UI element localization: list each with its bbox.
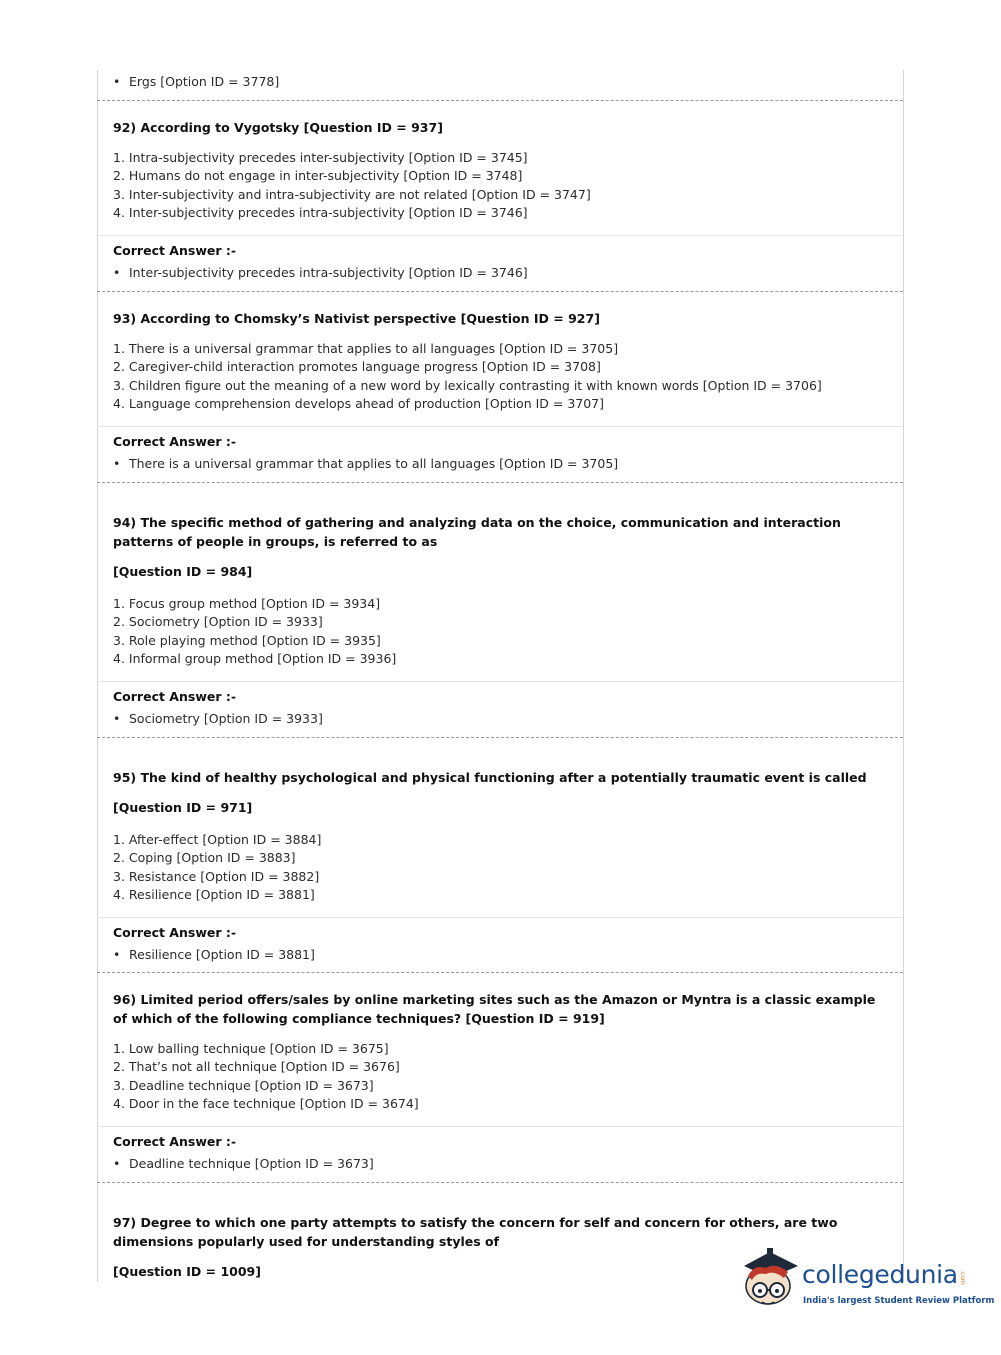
question-93-title: 93) According to Chomsky’s Nativist perspective [Question ID = 927]: [113, 311, 600, 326]
question-95-option-1: 1. After-effect [Option ID = 3884]: [113, 832, 322, 847]
question-96-answer: • Deadline technique [Option ID = 3673]: [113, 1156, 374, 1171]
question-93-answer: • There is a universal grammar that applies to all languages [Option ID = 3705]: [113, 456, 619, 471]
question-96-option-2: 2. That’s not all technique [Option ID = 3676]: [113, 1059, 400, 1074]
question-93-option-3: 3. Children figure out the meaning of a new word by lexically contrasting it with known words [Option ID = 3706]: [113, 378, 822, 393]
collegedunia-logo: [740, 1246, 995, 1316]
question-97-title: 97) Degree to which one party attempts to satisfy the concern for self and concern for others, are two dimensions popularly used for understanding styles of: [113, 1215, 838, 1249]
question-95-option-2: 2. Coping [Option ID = 3883]: [113, 850, 296, 865]
correct-answer-label: Correct Answer :-: [113, 925, 237, 940]
question-94-id: [Question ID = 984]: [113, 564, 253, 579]
previous-correct-answer: • Ergs [Option ID = 3778]: [113, 74, 280, 89]
question-94-option-2: 2. Sociometry [Option ID = 3933]: [113, 614, 323, 629]
answer-divider: [97, 1126, 903, 1127]
question-95-answer: • Resilience [Option ID = 3881]: [113, 947, 315, 962]
question-94-option-3: 3. Role playing method [Option ID = 3935]: [113, 633, 381, 648]
question-92-option-3: 3. Inter-subjectivity and intra-subjectivity are not related [Option ID = 3747]: [113, 187, 591, 202]
question-divider: [97, 972, 903, 973]
question-93-option-1: 1. There is a universal grammar that applies to all languages [Option ID = 3705]: [113, 341, 619, 356]
question-94-title: 94) The specific method of gathering and analyzing data on the choice, communication and interaction patterns of people in groups, is referred to as: [113, 515, 841, 549]
question-93-option-4: 4. Language comprehension develops ahead of production [Option ID = 3707]: [113, 396, 605, 411]
question-95-id: [Question ID = 971]: [113, 800, 253, 815]
question-95-option-3: 3. Resistance [Option ID = 3882]: [113, 869, 320, 884]
answer-divider: [97, 235, 903, 236]
answer-divider: [97, 681, 903, 682]
question-92-title: 92) According to Vygotsky [Question ID = 937]: [113, 120, 443, 135]
question-96-title: 96) Limited period offers/sales by online marketing sites such as the Amazon or Myntra is a classic example of which of the following compliance techniques? [Question ID = 919]: [113, 992, 876, 1026]
correct-answer-label: Correct Answer :-: [113, 243, 237, 258]
correct-answer-label: Correct Answer :-: [113, 689, 237, 704]
mascot-icon: [740, 1246, 802, 1316]
question-94-option-4: 4. Informal group method [Option ID = 3936]: [113, 651, 397, 666]
question-92-option-1: 1. Intra-subjectivity precedes inter-subjectivity [Option ID = 3745]: [113, 150, 528, 165]
question-97-id: [Question ID = 1009]: [113, 1264, 261, 1279]
question-94-answer: • Sociometry [Option ID = 3933]: [113, 711, 323, 726]
correct-answer-label: Correct Answer :-: [113, 1134, 237, 1149]
question-95-option-4: 4. Resilience [Option ID = 3881]: [113, 887, 315, 902]
question-divider: [97, 737, 903, 738]
question-92-option-4: 4. Inter-subjectivity precedes intra-subjectivity [Option ID = 3746]: [113, 205, 528, 220]
logo-suffix: .com: [959, 1270, 966, 1285]
question-divider: [97, 100, 903, 101]
logo-tagline: India's largest Student Review Platform: [803, 1296, 995, 1306]
question-96-option-1: 1. Low balling technique [Option ID = 3675]: [113, 1041, 389, 1056]
answer-divider: [97, 917, 903, 918]
correct-answer-label: Correct Answer :-: [113, 434, 237, 449]
question-96-option-3: 3. Deadline technique [Option ID = 3673]: [113, 1078, 374, 1093]
question-divider: [97, 1182, 903, 1183]
logo-wordmark: collegedunia: [802, 1260, 958, 1289]
question-94-option-1: 1. Focus group method [Option ID = 3934]: [113, 596, 381, 611]
question-92-answer: • Inter-subjectivity precedes intra-subjectivity [Option ID = 3746]: [113, 265, 528, 280]
question-96-option-4: 4. Door in the face technique [Option ID = 3674]: [113, 1096, 419, 1111]
question-divider: [97, 482, 903, 483]
answer-divider: [97, 426, 903, 427]
question-93-option-2: 2. Caregiver-child interaction promotes language progress [Option ID = 3708]: [113, 359, 601, 374]
question-95-title: 95) The kind of healthy psychological and physical functioning after a potentially traumatic event is called: [113, 770, 867, 785]
question-92-option-2: 2. Humans do not engage in inter-subjectivity [Option ID = 3748]: [113, 168, 523, 183]
question-divider: [97, 291, 903, 292]
